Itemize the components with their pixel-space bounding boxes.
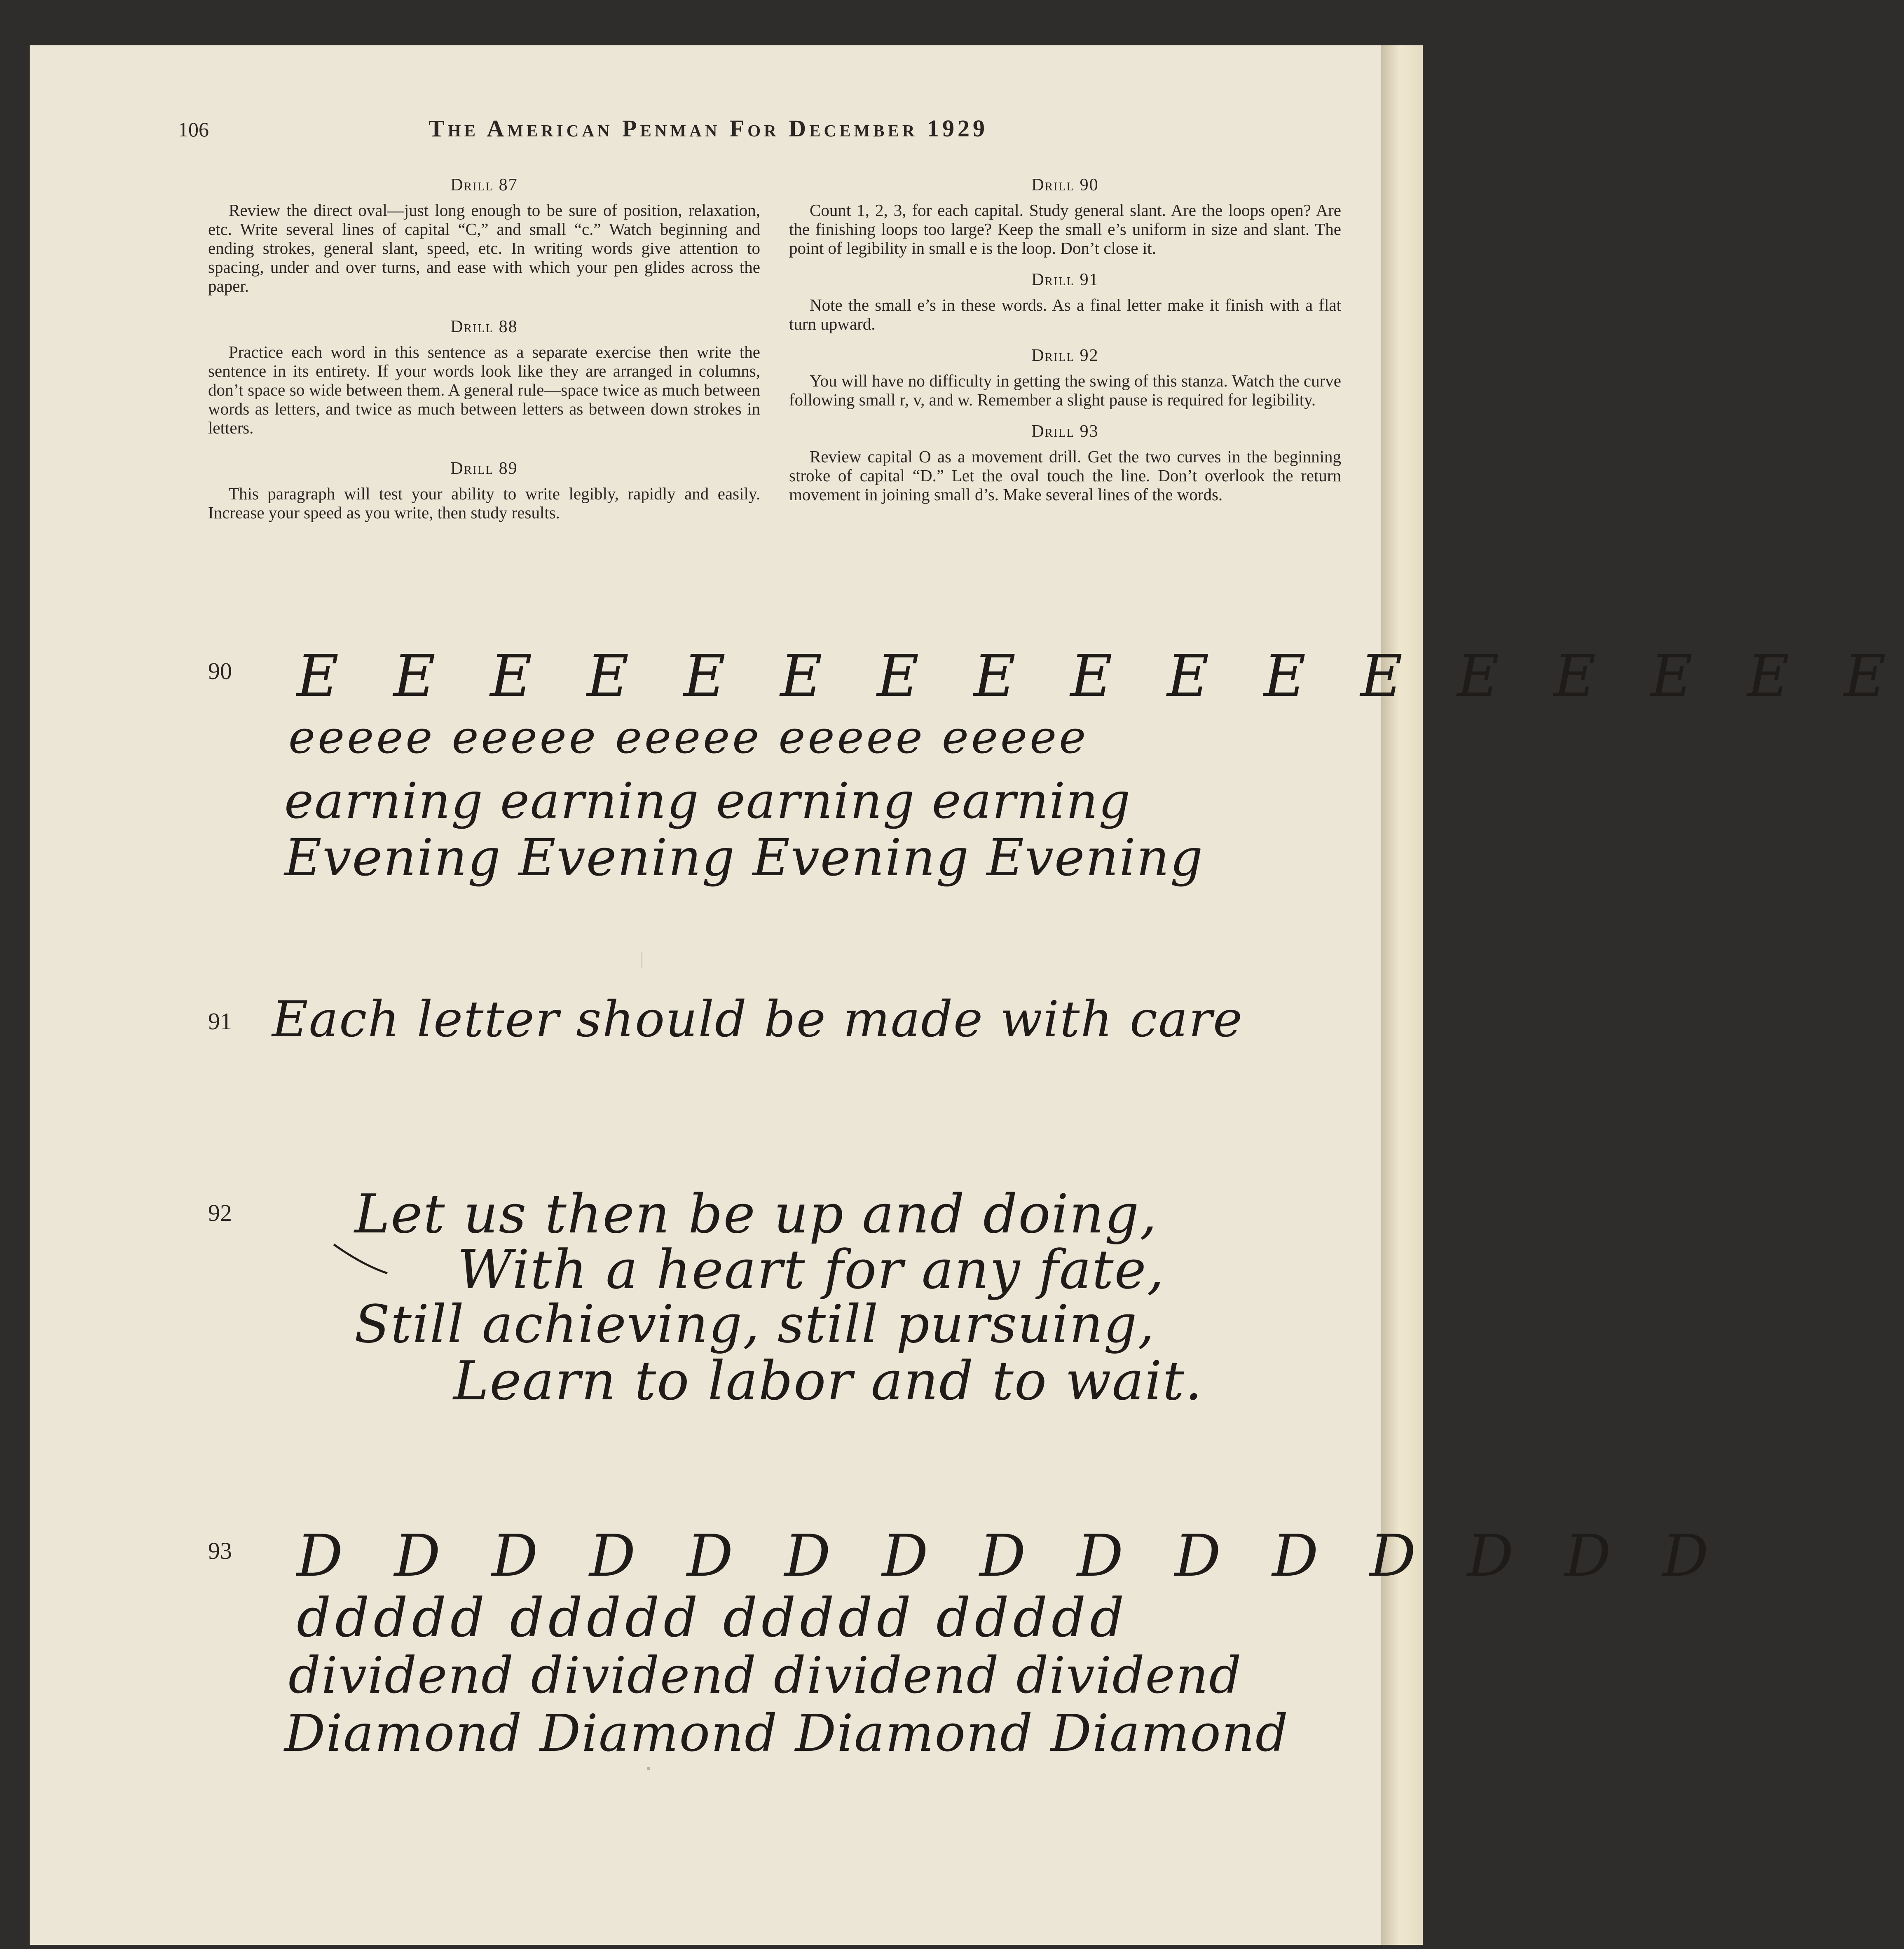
drill-heading: Drill 93 bbox=[1031, 422, 1099, 441]
script-line: earning earning earning earning bbox=[284, 773, 1131, 830]
drill-text: Practice each word in this sentence as a separate exercise then write the sentence in its entirety. If your words look like they are arranged in columns, don’t space so wide between them. A general rule—space twice as much between words as letters, and twice as much between letters as between down strokes in letters. bbox=[208, 342, 760, 437]
flourish-stroke bbox=[330, 1240, 461, 1277]
drill-heading: Drill 92 bbox=[1031, 346, 1099, 365]
drill-heading: Drill 87 bbox=[450, 176, 518, 194]
drill-heading: Drill 90 bbox=[1031, 176, 1099, 194]
drill-text: This paragraph will test your ability to write legibly, rapidly and easily. Increase your speed as you write, then study results. bbox=[208, 484, 760, 522]
book-spine-edge bbox=[1381, 45, 1423, 1945]
page-number: 106 bbox=[178, 118, 209, 141]
running-head: The American Penman For December 1929 bbox=[429, 115, 988, 142]
script-line: Evening Evening Evening Evening bbox=[284, 828, 1204, 888]
script-line: D D D D D D D D D D D D D D D bbox=[297, 1523, 1725, 1590]
script-line: E E E E E E E E E E E E E E E E E bbox=[297, 643, 1904, 710]
script-line: Let us then be up and doing, bbox=[354, 1183, 1158, 1245]
plate-number: 93 bbox=[208, 1537, 232, 1564]
drill-heading: Drill 91 bbox=[1031, 270, 1099, 289]
drill-text: Review capital O as a movement drill. Get the two curves in the beginning stroke of capital “D.” Let the oval touch the line. Don’t overlook the return movement in joining small d’s. Make several lines of the words. bbox=[789, 447, 1341, 504]
plate-number: 91 bbox=[208, 1008, 232, 1035]
plate-number: 92 bbox=[208, 1199, 232, 1226]
script-line: Diamond Diamond Diamond Diamond bbox=[284, 1704, 1289, 1763]
script-line: With a heart for any fate, bbox=[457, 1238, 1165, 1301]
drill-heading: Drill 89 bbox=[450, 459, 518, 478]
script-line: dividend dividend dividend dividend bbox=[288, 1646, 1242, 1705]
right-column bbox=[789, 175, 1341, 525]
script-line: Still achieving, still pursuing, bbox=[354, 1294, 1155, 1354]
drill-block bbox=[208, 459, 760, 522]
drill-heading: Drill 88 bbox=[450, 317, 518, 336]
drill-block bbox=[208, 317, 760, 437]
page-mark bbox=[647, 1767, 650, 1770]
script-line: Learn to labor and to wait. bbox=[453, 1349, 1203, 1412]
drill-block bbox=[789, 175, 1341, 258]
script-line: ddddd ddddd ddddd ddddd bbox=[297, 1586, 1129, 1649]
script-line: Each letter should be made with care bbox=[272, 991, 1244, 1048]
drill-text: You will have no difficulty in getting the swing of this stanza. Watch the curve following small r, v, and w. Remember a slight pause is required for legibility. bbox=[789, 371, 1341, 409]
drill-text: Review the direct oval—just long enough to be sure of position, relaxation, etc. Write several lines of capital “C,” and small “c.” Watch beginning and ending strokes, general slant, speed, etc. In writing words give attention to spacing, under and over turns, and ease with which your pen glides across the paper. bbox=[208, 201, 760, 295]
drill-block bbox=[789, 422, 1341, 504]
drill-block bbox=[789, 270, 1341, 333]
left-column bbox=[208, 175, 760, 543]
drill-block bbox=[789, 346, 1341, 409]
drill-text: Note the small e’s in these words. As a final letter make it finish with a flat turn upward. bbox=[789, 295, 1341, 333]
drill-text: Count 1, 2, 3, for each capital. Study general slant. Are the loops open? Are the finishing loops too large? Keep the small e’s uniform in size and slant. The point of legibility in small e is the loop. Don’t close it. bbox=[789, 201, 1341, 258]
script-line: eeeee eeeee eeeee eeeee eeeee bbox=[288, 711, 1089, 764]
drill-block bbox=[208, 175, 760, 295]
plate-number: 90 bbox=[208, 658, 232, 684]
